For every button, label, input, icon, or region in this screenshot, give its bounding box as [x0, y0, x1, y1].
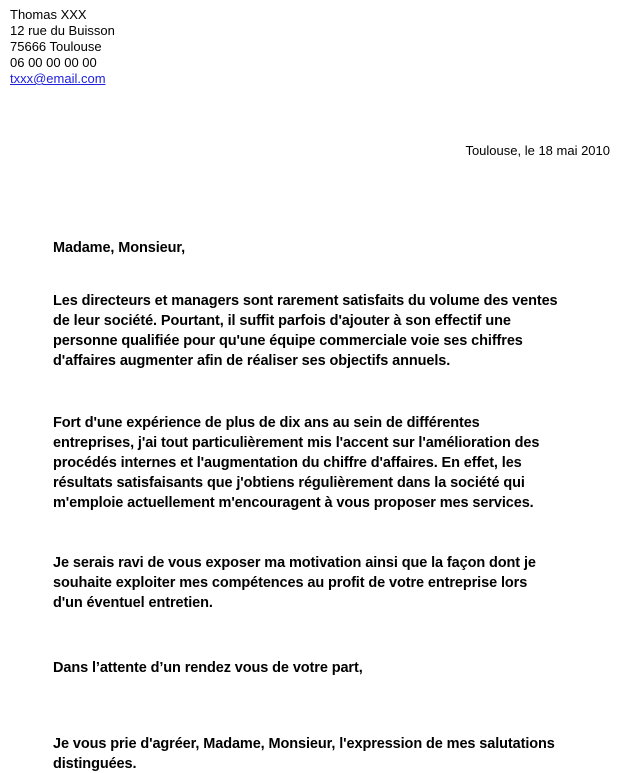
paragraph-line: m'emploie actuellement m'encouragent à vous proposer mes services. — [53, 495, 534, 511]
paragraph-line: résultats satisfaisants que j'obtiens régulièrement dans la société qui — [53, 475, 525, 491]
paragraph-4 — [53, 658, 363, 678]
sender-email — [10, 71, 115, 87]
paragraph-line: Je vous prie d'agréer, Madame, Monsieur, l'expression de mes salutations — [53, 736, 555, 752]
paragraph-line: Je serais ravi de vous exposer ma motivation ainsi que la façon dont je — [53, 555, 536, 571]
paragraph-line: procédés internes et l'augmentation du chiffre d'affaires. En effet, les — [53, 455, 522, 471]
paragraph-line: souhaite exploiter mes compétences au profit de votre entreprise lors — [53, 575, 528, 591]
paragraph-5 — [53, 734, 555, 773]
sender-email-link[interactable]: txxx@email.com — [10, 71, 106, 86]
paragraph-line: de leur société. Pourtant, il suffit parfois d'ajouter à son effectif une — [53, 313, 511, 329]
paragraph-line: distinguées. — [53, 756, 137, 772]
salutation: Madame, Monsieur, — [53, 240, 186, 256]
paragraph-line: d'affaires augmenter afin de réaliser ses objectifs annuels. — [53, 353, 451, 369]
sender-name: Thomas XXX — [10, 7, 87, 22]
paragraph-line: personne qualifiée pour qu'une équipe commerciale voie ses chiffres — [53, 333, 523, 349]
paragraph-line: entreprises, j'ai tout particulièrement mis l'accent sur l'amélioration des — [53, 435, 540, 451]
sender-street: 12 rue du Buisson — [10, 23, 115, 38]
sender-city: 75666 Toulouse — [10, 39, 102, 54]
paragraph-line: Les directeurs et managers sont rarement satisfaits du volume des ventes — [53, 293, 558, 309]
dateline: Toulouse, le 18 mai 2010 — [465, 143, 610, 158]
paragraph-line: Dans l’attente d’un rendez vous de votre part, — [53, 660, 363, 676]
paragraph-2 — [53, 413, 539, 513]
paragraph-1 — [53, 291, 558, 371]
sender-block — [10, 7, 115, 87]
paragraph-line: d'un éventuel entretien. — [53, 595, 213, 611]
paragraph-3 — [53, 553, 536, 613]
paragraph-line: Fort d'une expérience de plus de dix ans au sein de différentes — [53, 415, 480, 431]
sender-phone: 06 00 00 00 00 — [10, 55, 97, 70]
